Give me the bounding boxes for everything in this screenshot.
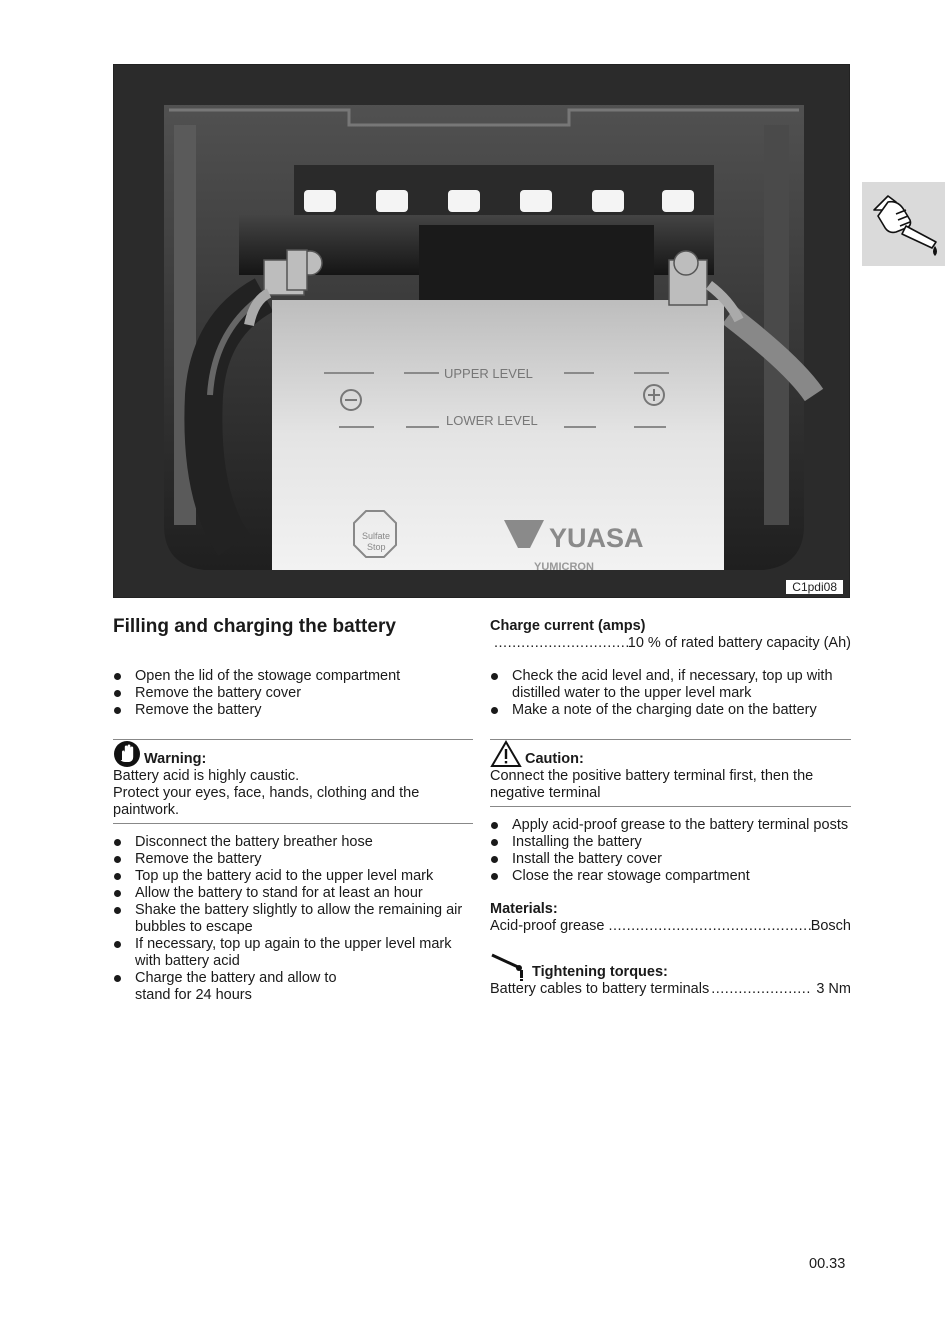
warning-text-2: Protect your eyes, face, hands, clothing and the paintwork. [113,785,420,818]
list-item: Make a note of the charging date on the battery [490,702,851,719]
dot-leader [604,918,810,935]
materials-value: Bosch [810,918,851,934]
torque-wrench-icon [490,951,530,981]
materials-item: Acid-proof grease [490,918,605,934]
dot-leader [490,635,628,652]
caution-triangle-icon [490,740,522,768]
warning-text-1: Battery acid is highly caustic. [113,768,300,784]
upper-level-marking: UPPER LEVEL [444,366,533,381]
left-column [113,612,473,1004]
materials-row [490,918,851,935]
list-item: Installing the battery [490,834,851,851]
list-item: Check the acid level and, if necessary, top up with distilled water to the upper level mark [490,668,851,702]
section-tab [862,182,945,266]
list-item: Remove the battery [113,702,473,719]
caution-box [490,739,851,807]
hand-drop-icon [862,182,945,266]
list-item: Close the rear stowage compartment [490,868,851,885]
page-number: 00.33 [809,1256,846,1272]
list-item: Allow the battery to stand for at least an hour [113,885,473,902]
charge-current-label: Charge current (amps) [490,618,646,634]
warning-label: Warning: [144,751,207,767]
torques-item: Battery cables to battery terminals [490,981,710,997]
list-item: Remove the battery [113,851,473,868]
charge-current-value: 10 % of rated battery capacity (Ah) [627,635,851,651]
steps-list-d [490,817,851,885]
list-item: Install the battery cover [490,851,851,868]
badge-text-1: Sulfate [362,531,391,541]
lower-level-marking: LOWER LEVEL [446,413,538,428]
list-item: Disconnect the battery breather hose [113,834,473,851]
badge-text-2: Stop [367,542,386,552]
list-item: Remove the battery cover [113,685,473,702]
steps-list-b [113,834,473,1004]
list-item: Charge the battery and allow to stand for 24 hours [113,970,473,1004]
hand-stop-icon [113,740,141,768]
torques-value: 3 Nm [816,981,851,997]
steps-list-c [490,668,851,719]
list-item: Shake the battery slightly to allow the remaining air bubbles to escape [113,902,473,936]
battery-photo [113,64,850,598]
charge-current-row [490,635,851,652]
warning-box [113,739,473,824]
dot-leader [709,981,812,998]
list-item: If necessary, top up again to the upper level mark with battery acid [113,936,473,970]
list-item: Open the lid of the stowage compartment [113,668,473,685]
caution-label: Caution: [525,751,584,767]
list-item: Top up the battery acid to the upper level mark [113,868,473,885]
right-column [490,612,851,998]
torques-label: Tightening torques: [532,964,668,980]
list-item: Apply acid-proof grease to the battery terminal posts [490,817,851,834]
materials-label: Materials: [490,901,558,917]
brand-marking: YUASA [549,523,644,553]
steps-list-a [113,668,473,719]
torques-row [490,981,851,998]
sub-brand-marking: YUMICRON [534,561,594,573]
section-title: Filling and charging the battery [113,616,396,637]
torques-heading [490,949,851,981]
battery-photo-image [114,65,849,597]
photo-code: C1pdi08 [786,580,843,594]
caution-text: Connect the positive battery terminal first, then the negative terminal [490,768,814,801]
